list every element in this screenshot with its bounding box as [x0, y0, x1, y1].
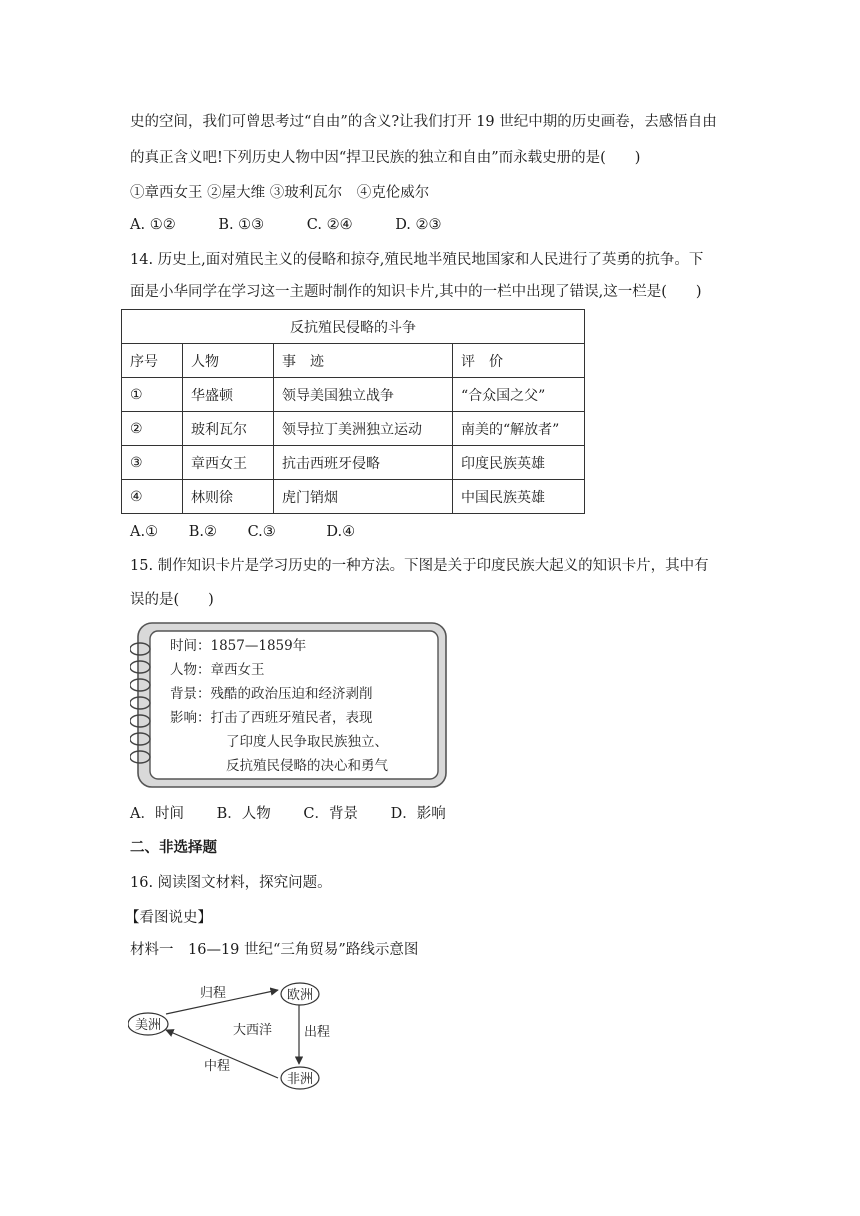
q15-option-b[interactable]: B．人物: [216, 806, 271, 822]
q15-option-c[interactable]: C．背景: [303, 806, 358, 822]
q14-line1: 14. 历史上,面对殖民主义的侵略和掠夺,殖民地半殖民地国家和人民进行了英勇的抗争。下: [130, 252, 704, 268]
q13-option-b[interactable]: B. ①③: [218, 217, 265, 233]
card-impact-3: 反抗殖民侵略的决心和勇气: [226, 758, 388, 774]
q15-line2: 误的是( ): [130, 592, 214, 608]
node-africa-label: 非洲: [287, 1072, 314, 1087]
cell-index: ④: [122, 480, 183, 514]
node-america-label: 美洲: [135, 1018, 162, 1033]
section-heading: 二、非选择题: [130, 839, 217, 856]
cell-person: 华盛顿: [183, 378, 274, 412]
q14-option-a[interactable]: A.①: [130, 524, 159, 540]
cell-deed: 领导美国独立战争: [274, 378, 453, 412]
cell-deed: 抗击西班牙侵略: [274, 446, 453, 480]
table-row: [122, 480, 585, 514]
card-impact-1: 影响：打击了西班牙殖民者，表现: [170, 710, 373, 726]
material-1-caption: 材料一 16—19 世纪“三角贸易”路线示意图: [130, 942, 419, 958]
q13-option-a[interactable]: A. ①②: [130, 217, 176, 233]
cell-evaluation: 印度民族英雄: [453, 446, 585, 480]
q15-option-a[interactable]: A．时间: [130, 806, 184, 822]
table-header-row: [122, 344, 585, 378]
cell-deed: 虎门销烟: [274, 480, 453, 514]
card-person: 人物：章西女王: [170, 662, 265, 678]
knowledge-card-table: [121, 309, 585, 514]
cell-evaluation: 中国民族英雄: [453, 480, 585, 514]
q13-items: ①章西女王 ②屋大维 ③玻利瓦尔 ④克伦威尔: [130, 185, 430, 201]
card-time: 时间：1857—1859年: [170, 638, 307, 654]
cell-deed: 领导拉丁美洲独立运动: [274, 412, 453, 446]
label-outbound: 出程: [304, 1025, 331, 1040]
cell-person: 章西女王: [183, 446, 274, 480]
header-evaluation: 评 价: [453, 344, 585, 378]
label-ocean: 大西洋: [233, 1023, 273, 1038]
q13-option-c[interactable]: C. ②④: [306, 217, 353, 233]
notebook-knowledge-card: [130, 621, 448, 789]
q13-line1: 史的空间，我们可曾思考过“自由”的含义?让我们打开 19 世纪中期的历史画卷，去感悟自由: [130, 114, 717, 130]
card-background: 背景：残酷的政治压迫和经济剥削: [170, 686, 373, 702]
table-row: [122, 412, 585, 446]
cell-index: ①: [122, 378, 183, 412]
header-deed: 事 迹: [274, 344, 453, 378]
q14-option-b[interactable]: B.②: [188, 524, 217, 540]
table-title: 反抗殖民侵略的斗争: [122, 310, 585, 344]
q13-option-d[interactable]: D. ②③: [395, 217, 442, 233]
cell-person: 林则徐: [183, 480, 274, 514]
cell-evaluation: “合众国之父”: [453, 378, 585, 412]
table-row: [122, 378, 585, 412]
q13-options: [130, 215, 442, 235]
q15-option-d[interactable]: D．影响: [390, 806, 446, 822]
card-impact-2: 了印度人民争取民族独立、: [226, 734, 388, 750]
q16-prompt: 16. 阅读图文材料，探究问题。: [130, 875, 332, 891]
triangle-trade-diagram: [128, 968, 358, 1098]
q14-line2: 面是小华同学在学习这一主题时制作的知识卡片,其中的一栏中出现了错误,这一栏是( ): [130, 284, 702, 300]
cell-evaluation: 南美的“解放者”: [453, 412, 585, 446]
q15-options: [130, 804, 446, 824]
label-middle: 中程: [204, 1059, 231, 1074]
q14-option-c[interactable]: C.③: [247, 524, 276, 540]
header-index: 序号: [122, 344, 183, 378]
q13-line2: 的真正含义吧!下列历史人物中因“捍卫民族的独立和自由”而永载史册的是( ): [130, 150, 641, 166]
q14-options: [130, 522, 355, 542]
node-europe-label: 欧洲: [287, 988, 314, 1003]
cell-index: ②: [122, 412, 183, 446]
table-row: [122, 446, 585, 480]
cell-index: ③: [122, 446, 183, 480]
label-return: 归程: [200, 986, 227, 1001]
subheading-look-and-tell: 【看图说史】: [125, 910, 212, 926]
header-person: 人物: [183, 344, 274, 378]
q14-option-d[interactable]: D.④: [326, 524, 356, 540]
q15-line1: 15. 制作知识卡片是学习历史的一种方法。下图是关于印度民族大起义的知识卡片，其中有: [130, 558, 709, 574]
cell-person: 玻利瓦尔: [183, 412, 274, 446]
